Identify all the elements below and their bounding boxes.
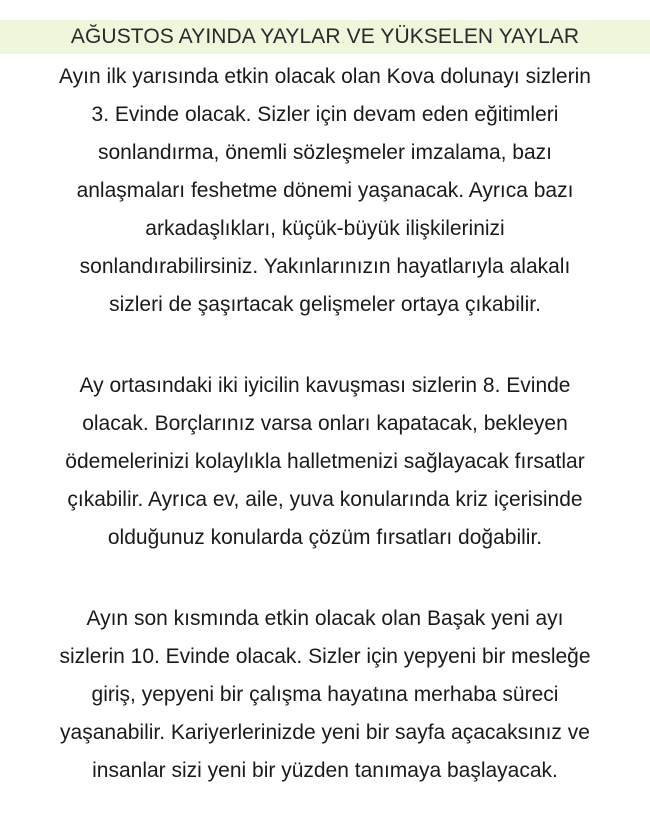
text-line: sonlandırabilirsiniz. Yakınlarınızın hayatlarıyla alakalı [79,255,571,278]
text-line: olacak. Borçlarınız varsa onları kapatacak, bekleyen [82,412,568,435]
text-line: yaşanabilir. Kariyerlerinizde yeni bir sayfa açacaksınız ve [60,721,590,744]
text-line: arkadaşlıkları, küçük-büyük ilişkilerinizi [145,217,505,240]
text-line: sizlerin 10. Evinde olacak. Sizler için yepyeni bir mesleğe [59,645,591,668]
title-bar [0,20,650,54]
text-line: çıkabilir. Ayrıca ev, aile, yuva konularında kriz içerisinde [67,488,583,511]
paragraph-3 [0,600,650,790]
page-title: AĞUSTOS AYINDA YAYLAR VE YÜKSELEN YAYLAR [70,25,580,48]
text-line: ödemelerinizi kolaylıkla halletmenizi sağlayacak fırsatlar [65,450,585,473]
text-line: anlaşmaları feshetme dönemi yaşanacak. Ayrıca bazı [76,179,574,202]
text-line: 3. Evinde olacak. Sizler için devam eden eğitimleri [91,103,559,126]
text-line: insanlar sizi yeni bir yüzden tanımaya başlayacak. [92,759,558,782]
text-line: giriş, yepyeni bir çalışma hayatına merhaba süreci [91,683,559,706]
text-line: sizleri de şaşırtacak gelişmeler ortaya çıkabilir. [109,293,541,316]
paragraph-1 [0,58,650,324]
text-line: olduğunuz konularda çözüm fırsatları doğabilir. [107,526,543,549]
text-line: sonlandırma, önemli sözleşmeler imzalama, bazı [97,141,552,164]
paragraph-2 [0,367,650,557]
text-line: Ayın ilk yarısında etkin olacak olan Kova dolunayı sizlerin [59,65,591,88]
text-line: Ayın son kısmında etkin olacak olan Başak yeni ayı [86,607,564,630]
text-line: Ay ortasındaki iki iyicilin kavuşması sizlerin 8. Evinde [79,374,571,397]
